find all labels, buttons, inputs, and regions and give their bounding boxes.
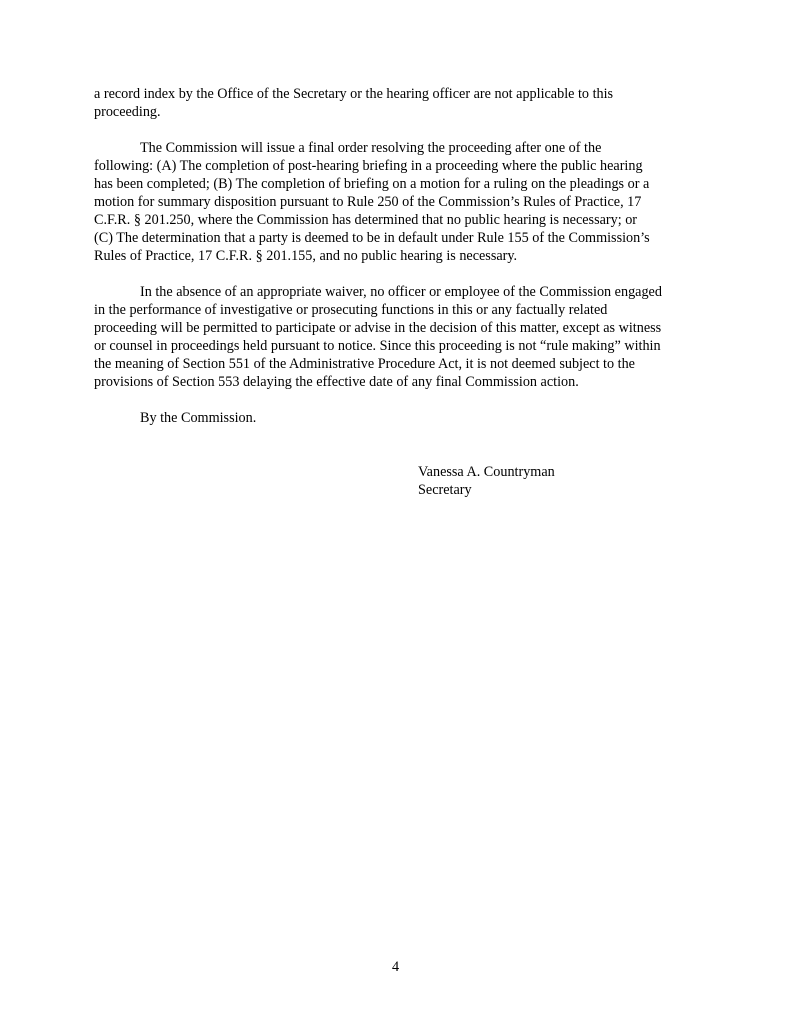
paragraph-3-line-3: proceeding will be permitted to participate or advise in the decision of this matter, except as witness: [94, 320, 662, 336]
paragraph-3-line-1: In the absence of an appropriate waiver, no officer or employee of the Commission engaged: [140, 284, 662, 300]
paragraph-2-line-3: has been completed; (B) The completion of briefing on a motion for a ruling on the pleadings or a: [94, 176, 650, 192]
paragraph-1-line-1: a record index by the Office of the Secretary or the hearing officer are not applicable to this: [94, 86, 614, 102]
signer-name: Vanessa A. Countryman: [418, 464, 555, 480]
paragraph-2-line-7: Rules of Practice, 17 C.F.R. § 201.155, and no public hearing is necessary.: [94, 248, 518, 264]
page-number: 4: [391, 959, 400, 975]
paragraph-3-line-4: or counsel in proceedings held pursuant to notice. Since this proceeding is not “rule making” within: [94, 338, 661, 354]
paragraph-1-line-2: proceeding.: [94, 104, 161, 120]
paragraph-3-line-5: the meaning of Section 551 of the Administrative Procedure Act, it is not deemed subject to the: [94, 356, 635, 372]
paragraph-2-line-4: motion for summary disposition pursuant to Rule 250 of the Commission’s Rules of Practice, 17: [94, 194, 642, 210]
signer-title: Secretary: [418, 482, 472, 498]
paragraph-3-line-2: in the performance of investigative or prosecuting functions in this or any factually related: [94, 302, 608, 318]
closing-line: By the Commission.: [140, 410, 257, 426]
paragraph-2-line-6: (C) The determination that a party is deemed to be in default under Rule 155 of the Commission’s: [94, 230, 650, 246]
paragraph-2-line-5: C.F.R. § 201.250, where the Commission has determined that no public hearing is necessary; or: [94, 212, 638, 228]
paragraph-2-line-1: The Commission will issue a final order resolving the proceeding after one of the: [140, 140, 602, 156]
paragraph-3-line-6: provisions of Section 553 delaying the effective date of any final Commission action.: [94, 374, 579, 390]
paragraph-2-line-2: following: (A) The completion of post-hearing briefing in a proceeding where the public hearing: [94, 158, 643, 174]
